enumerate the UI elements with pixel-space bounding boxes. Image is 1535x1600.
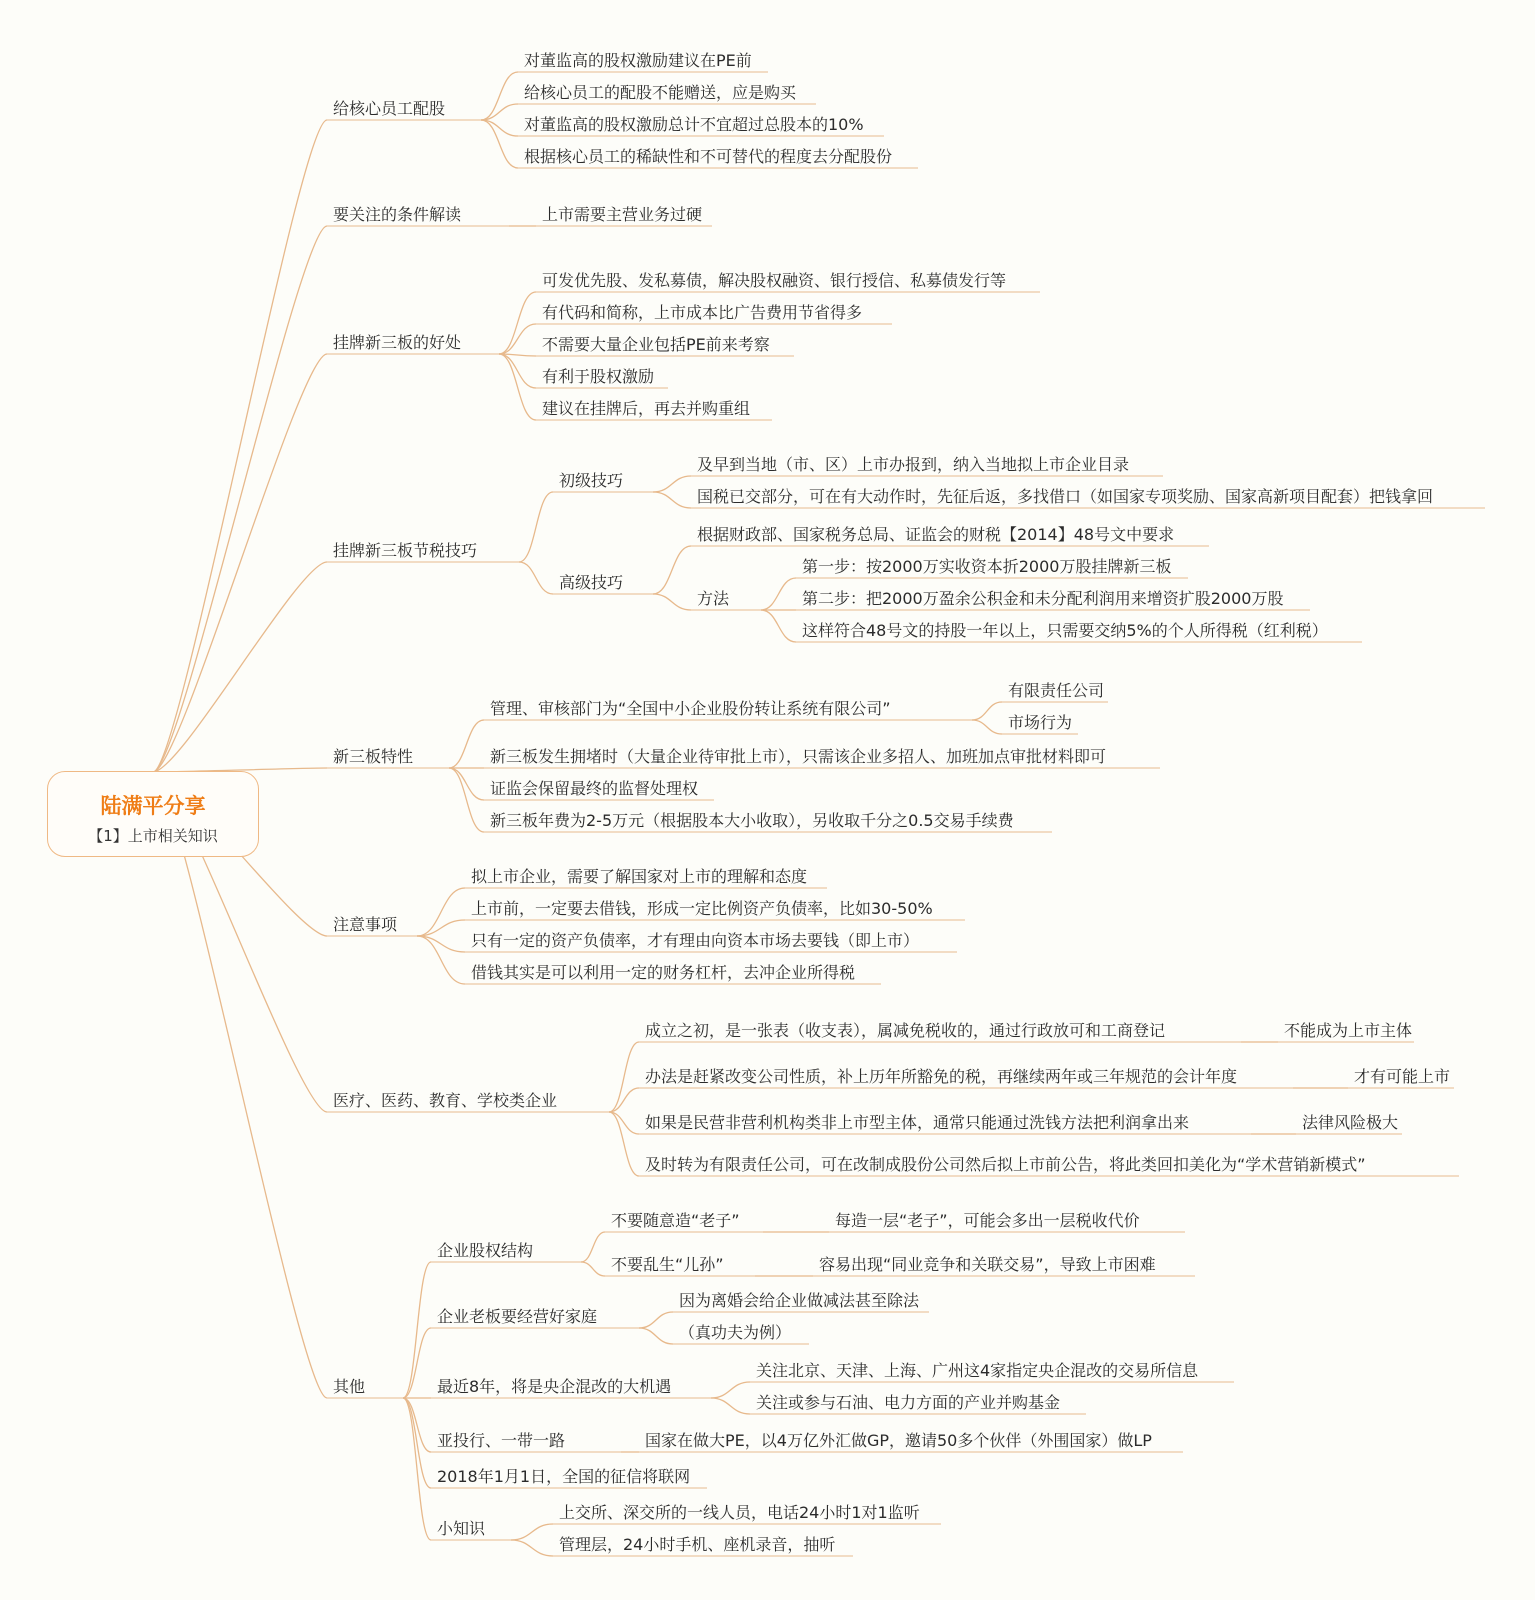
connector-line: [972, 720, 1002, 734]
topic-node[interactable]: 小知识: [437, 1519, 486, 1538]
subtopic-node[interactable]: 国家在做大PE，以4万亿外汇做GP，邀请50多个伙伴（外围国家）做LP: [645, 1431, 1152, 1450]
subtopic-node[interactable]: 国税已交部分，可在有大动作时，先征后返，多找借口（如国家专项奖励、国家高新项目配套）把钱拿回: [697, 487, 1434, 506]
connector-line: [761, 578, 796, 610]
subtopic-node[interactable]: 法律风险极大: [1302, 1113, 1399, 1132]
topic-node[interactable]: 及时转为有限责任公司，可在改制成股份公司然后拟上市前公告，将此类回扣美化为“学术营销新模式”: [645, 1155, 1366, 1174]
subtopic-node[interactable]: 上交所、深交所的一线人员，电话24小时1对1监听: [559, 1503, 920, 1522]
topic-node[interactable]: 有代码和简称，上市成本比广告费用节省得多: [542, 303, 863, 322]
subtopic-node[interactable]: 才有可能上市: [1354, 1067, 1451, 1086]
topic-node[interactable]: 不需要大量企业包括PE前来考察: [542, 335, 770, 354]
connector-line: [449, 720, 484, 768]
topic-node[interactable]: 有利于股权激励: [542, 367, 655, 386]
connector-line: [581, 1262, 605, 1276]
topic-node[interactable]: 2018年1月1日，全国的征信将联网: [437, 1467, 691, 1486]
root-title: 陆满平分享: [100, 794, 206, 818]
topic-node[interactable]: 根据核心员工的稀缺性和不可替代的程度去分配股份: [524, 147, 893, 166]
subtopic-node[interactable]: 方法: [697, 589, 730, 608]
detail-node[interactable]: 这样符合48号文的持股一年以上，只需要交纳5%的个人所得税（红利税）: [802, 621, 1328, 640]
connector-line: [609, 1088, 639, 1112]
topic-node[interactable]: 对董监高的股权激励建议在PE前: [524, 51, 752, 70]
root-subtitle: 【1】上市相关知识: [88, 827, 218, 845]
topic-node[interactable]: 高级技巧: [559, 573, 624, 592]
branch-node[interactable]: 其他: [333, 1377, 366, 1396]
branch-node[interactable]: 给核心员工配股: [333, 99, 446, 118]
topic-node[interactable]: 如果是民营非营利机构类非上市型主体，通常只能通过洗钱方法把利润拿出来: [645, 1113, 1190, 1132]
topic-node[interactable]: 成立之初，是一张表（收支表），属减免税收的，通过行政放可和工商登记: [645, 1021, 1166, 1040]
branch-node[interactable]: 挂牌新三板节税技巧: [333, 541, 478, 560]
connector-line: [417, 936, 465, 984]
branch-node[interactable]: 医疗、医药、教育、学校类企业: [333, 1091, 558, 1110]
topic-node[interactable]: 上市需要主营业务过硬: [542, 205, 703, 224]
branch-node[interactable]: 注意事项: [333, 915, 398, 934]
connector-line: [653, 476, 691, 492]
connector-line: [449, 768, 484, 800]
topic-node[interactable]: 企业股权结构: [437, 1241, 534, 1260]
connector-line: [403, 1398, 431, 1540]
connector-line: [711, 1398, 750, 1414]
topic-node[interactable]: 借钱其实是可以利用一定的财务杠杆，去冲企业所得税: [471, 963, 856, 982]
topic-node[interactable]: 建议在挂牌后，再去并购重组: [542, 399, 751, 418]
detail-node[interactable]: 容易出现“同业竞争和关联交易”，导致上市困难: [819, 1255, 1156, 1274]
connector-line: [609, 1112, 639, 1176]
detail-node[interactable]: 第二步：把2000万盈余公积金和未分配利润用来增资扩股2000万股: [802, 589, 1284, 608]
subtopic-node[interactable]: 不要随意造“老子”: [611, 1211, 740, 1230]
connector-line: [153, 772, 327, 1398]
connector-line: [519, 562, 553, 594]
connector-line: [499, 292, 536, 354]
subtopic-node[interactable]: 因为离婚会给企业做减法甚至除法: [679, 1291, 920, 1310]
branch-node[interactable]: 要关注的条件解读: [333, 205, 462, 224]
subtopic-node[interactable]: 关注北京、天津、上海、广州这4家指定央企混改的交易所信息: [756, 1361, 1199, 1380]
connector-line: [499, 324, 536, 354]
connector-line: [449, 768, 484, 832]
connector-line: [153, 562, 327, 772]
topic-node[interactable]: 企业老板要经营好家庭: [437, 1307, 598, 1326]
connector-line: [653, 492, 691, 508]
topic-node[interactable]: 上市前，一定要去借钱，形成一定比例资产负债率，比如30-50%: [471, 899, 933, 918]
connector-line: [609, 1042, 639, 1112]
detail-node[interactable]: 每造一层“老子”，可能会多出一层税收代价: [835, 1211, 1140, 1230]
subtopic-node[interactable]: 有限责任公司: [1008, 681, 1105, 700]
topic-node[interactable]: 新三板年费为2-5万元（根据股本大小收取），另收取千分之0.5交易手续费: [490, 811, 1014, 830]
subtopic-node[interactable]: 市场行为: [1008, 713, 1073, 732]
connector-line: [609, 1112, 639, 1134]
connector-line: [711, 1382, 750, 1398]
root-node[interactable]: [47, 771, 259, 857]
connector-line: [499, 354, 536, 388]
connector-line: [511, 1540, 553, 1556]
connector-line: [153, 226, 327, 772]
connector-line: [403, 1328, 431, 1398]
topic-node[interactable]: 给核心员工的配股不能赠送，应是购买: [524, 83, 797, 102]
topic-node[interactable]: 亚投行、一带一路: [437, 1431, 566, 1450]
subtopic-node[interactable]: （真功夫为例）: [679, 1323, 792, 1342]
subtopic-node[interactable]: 关注或参与石油、电力方面的产业并购基金: [756, 1393, 1061, 1412]
topic-node[interactable]: 最近8年，将是央企混改的大机遇: [437, 1377, 672, 1396]
connector-line: [519, 492, 553, 562]
topic-node[interactable]: 可发优先股、发私募债，解决股权融资、银行授信、私募债发行等: [542, 271, 1007, 290]
topic-node[interactable]: 拟上市企业，需要了解国家对上市的理解和态度: [471, 867, 808, 886]
connector-line: [153, 354, 327, 772]
topic-node[interactable]: 办法是赶紧改变公司性质，补上历年所豁免的税，再继续两年或三年规范的会计年度: [645, 1067, 1238, 1086]
subtopic-node[interactable]: 不能成为上市主体: [1284, 1021, 1413, 1040]
connector-line: [653, 546, 691, 594]
connector-line: [511, 1524, 553, 1540]
topic-node[interactable]: 证监会保留最终的监督处理权: [490, 779, 699, 798]
detail-node[interactable]: 第一步：按2000万实收资本折2000万股挂牌新三板: [802, 557, 1172, 576]
connector-line: [761, 610, 796, 642]
subtopic-node[interactable]: 管理层，24小时手机、座机录音，抽听: [559, 1535, 836, 1554]
subtopic-node[interactable]: 及早到当地（市、区）上市办报到，纳入当地拟上市企业目录: [697, 455, 1130, 474]
topic-node[interactable]: 初级技巧: [559, 471, 624, 490]
branch-node[interactable]: 新三板特性: [333, 747, 414, 766]
topic-node[interactable]: 管理、审核部门为“全国中小企业股份转让系统有限公司”: [490, 699, 891, 718]
topic-node[interactable]: 只有一定的资产负债率，才有理由向资本市场去要钱（即上市）: [471, 931, 920, 950]
topic-node[interactable]: 新三板发生拥堵时（大量企业待审批上市），只需该企业多招人、加班加点审批材料即可: [490, 747, 1107, 766]
connector-line: [639, 1312, 673, 1328]
connector-line: [153, 120, 327, 772]
subtopic-node[interactable]: 根据财政部、国家税务总局、证监会的财税【2014】48号文中要求: [697, 525, 1175, 544]
connector-line: [653, 594, 691, 610]
branch-node[interactable]: 挂牌新三板的好处: [333, 333, 462, 352]
connector-line: [417, 888, 465, 936]
topic-node[interactable]: 对董监高的股权激励总计不宜超过总股本的10%: [524, 115, 864, 134]
connector-line: [972, 702, 1002, 720]
subtopic-node[interactable]: 不要乱生“儿孙”: [611, 1255, 724, 1274]
connector-line: [639, 1328, 673, 1344]
connector-line: [581, 1232, 605, 1262]
